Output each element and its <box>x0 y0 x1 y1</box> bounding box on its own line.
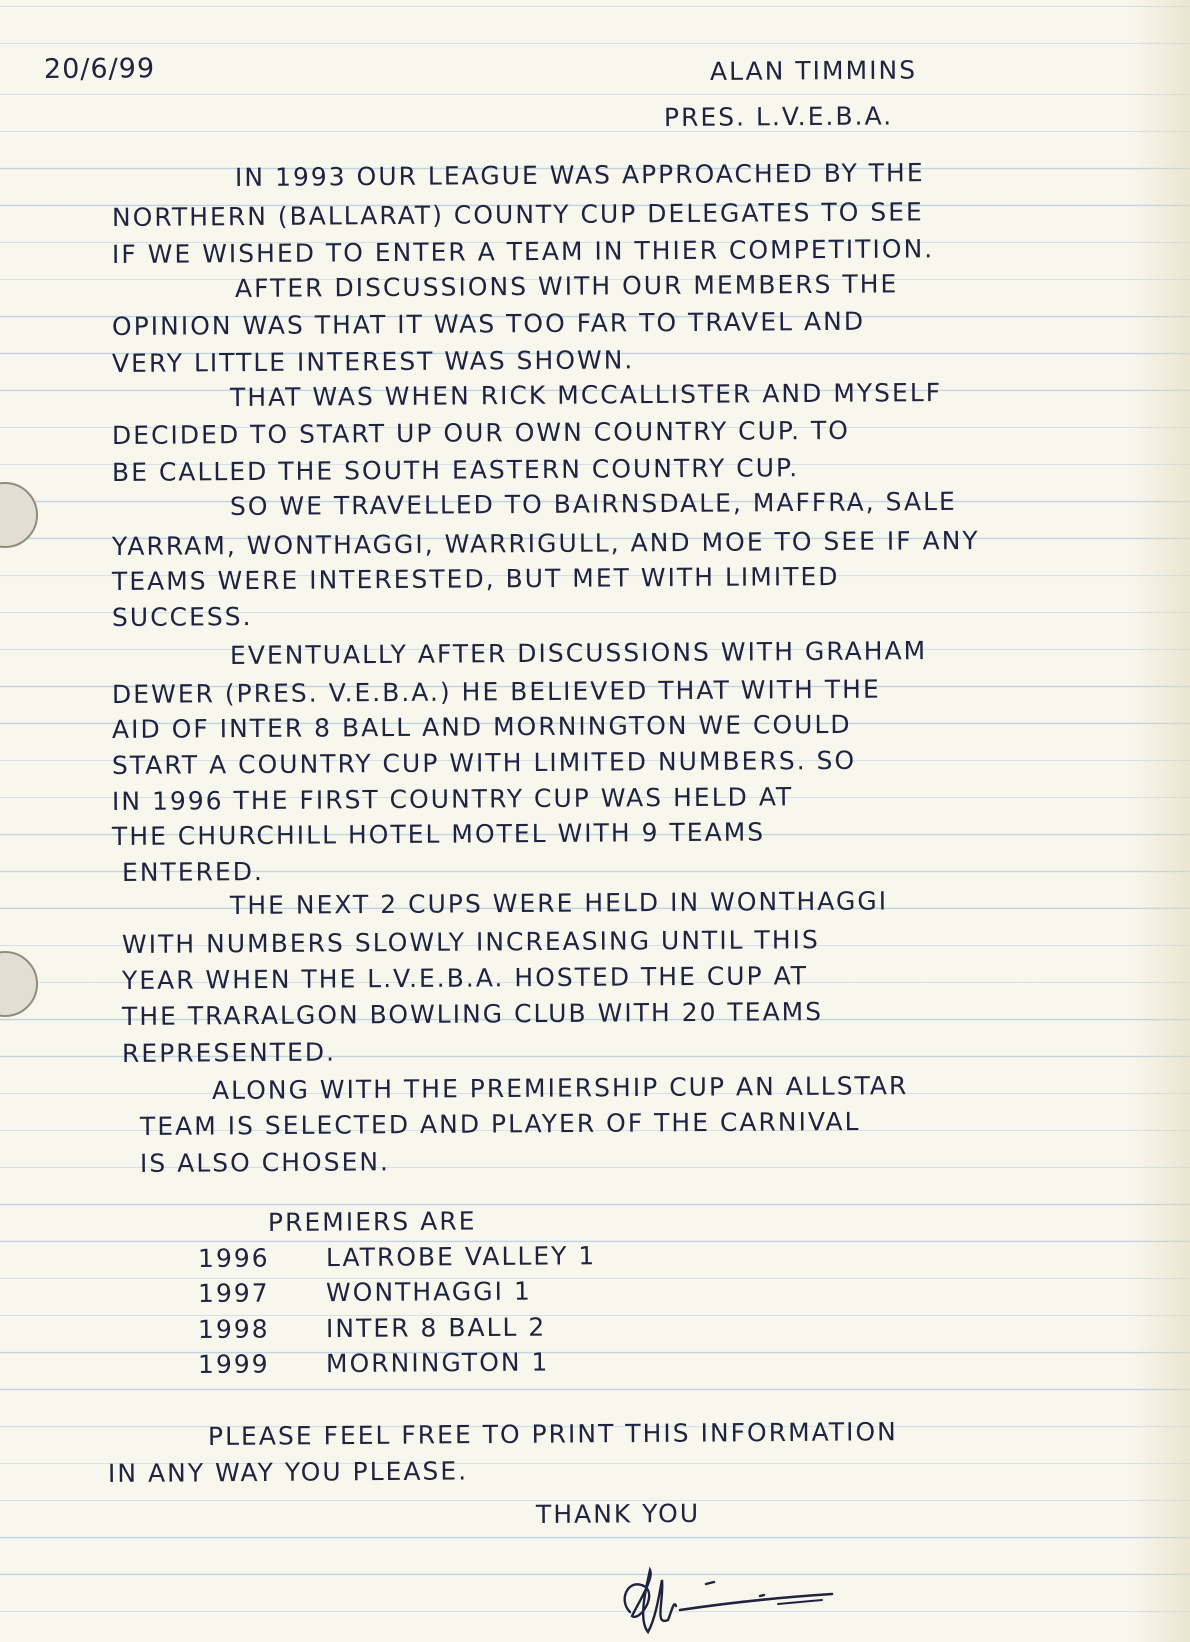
premier-year: 1998 <box>197 1314 270 1344</box>
body-line: THE CHURCHILL HOTEL MOTEL WITH 9 TEAMS <box>111 817 766 851</box>
body-line: TEAMS WERE INTERESTED, BUT MET WITH LIMITED <box>111 561 840 596</box>
premier-team: INTER 8 BALL 2 <box>325 1312 547 1344</box>
body-line: ALONG WITH THE PREMIERSHIP CUP AN ALLSTAR <box>211 1071 909 1105</box>
premier-team: MORNINGTON 1 <box>325 1347 550 1379</box>
premier-row <box>198 1348 550 1380</box>
body-line: THE NEXT 2 CUPS WERE HELD IN WONTHAGGI <box>229 886 889 920</box>
body-line: DECIDED TO START UP OUR OWN COUNTRY CUP. TO <box>111 415 851 450</box>
body-line: TEAM IS SELECTED AND PLAYER OF THE CARNIVAL <box>139 1106 861 1141</box>
body-line: EVENTUALLY AFTER DISCUSSIONS WITH GRAHAM <box>229 636 928 670</box>
body-line: BE CALLED THE SOUTH EASTERN COUNTRY CUP. <box>111 453 800 487</box>
body-line: NORTHERN (BALLARAT) COUNTY CUP DELEGATES TO SEE <box>111 197 924 232</box>
author-title: PRES. L.V.E.B.A. <box>663 101 894 132</box>
body-line: WITH NUMBERS SLOWLY INCREASING UNTIL THIS <box>121 925 820 959</box>
body-line: REPRESENTED. <box>121 1037 337 1068</box>
thank-you: THANK YOU <box>535 1498 701 1529</box>
closing-line: IN ANY WAY YOU PLEASE. <box>107 1456 469 1488</box>
body-line: OPINION WAS THAT IT WAS TOO FAR TO TRAVEL AND <box>111 306 866 341</box>
page-edge-shadow <box>1130 0 1190 1642</box>
punch-hole-lower <box>0 951 38 1017</box>
body-line: SUCCESS. <box>111 602 253 632</box>
body-line: IN 1993 OUR LEAGUE WAS APPROACHED BY THE <box>234 158 925 192</box>
author-name: ALAN TIMMINS <box>709 55 918 86</box>
premier-team: WONTHAGGI 1 <box>325 1276 532 1308</box>
body-line: IN 1996 THE FIRST COUNTRY CUP WAS HELD AT <box>111 782 794 816</box>
premier-row <box>198 1241 596 1274</box>
body-line: VERY LITTLE INTEREST WAS SHOWN. <box>111 345 635 378</box>
body-line: AID OF INTER 8 BALL AND MORNINGTON WE COULD <box>111 709 852 744</box>
premier-year: 1996 <box>197 1243 270 1273</box>
body-line: START A COUNTRY CUP WITH LIMITED NUMBERS. SO <box>111 745 857 780</box>
premier-row <box>198 1313 546 1345</box>
closing-line: PLEASE FEEL FREE TO PRINT THIS INFORMATION <box>207 1417 898 1451</box>
body-line: YEAR WHEN THE L.V.E.B.A. HOSTED THE CUP AT <box>121 961 809 995</box>
premier-year: 1999 <box>197 1349 270 1379</box>
body-line: THAT WAS WHEN RICK MCCALLISTER AND MYSELF <box>229 378 943 412</box>
body-line: AFTER DISCUSSIONS WITH OUR MEMBERS THE <box>234 269 899 303</box>
body-line: IS ALSO CHOSEN. <box>139 1147 391 1178</box>
premier-team: LATROBE VALLEY 1 <box>325 1241 597 1273</box>
punch-hole-upper <box>0 482 38 548</box>
body-line: SO WE TRAVELLED TO BAIRNSDALE, MAFFRA, SALE <box>229 486 957 521</box>
letter-date: 20/6/99 <box>43 53 156 85</box>
handwritten-signature <box>610 1560 850 1640</box>
body-line: DEWER (PRES. V.E.B.A.) HE BELIEVED THAT WITH THE <box>111 674 881 709</box>
premiers-heading: PREMIERS ARE <box>267 1206 477 1237</box>
body-line: THE TRARALGON BOWLING CLUB WITH 20 TEAMS <box>121 997 824 1031</box>
body-line: ENTERED. <box>121 857 265 887</box>
body-line: YARRAM, WONTHAGGI, WARRIGULL, AND MOE TO SEE IF ANY <box>111 525 980 561</box>
premier-year: 1997 <box>197 1278 270 1308</box>
body-line: IF WE WISHED TO ENTER A TEAM IN THIER COMPETITION. <box>111 234 935 269</box>
premier-row <box>198 1277 532 1309</box>
